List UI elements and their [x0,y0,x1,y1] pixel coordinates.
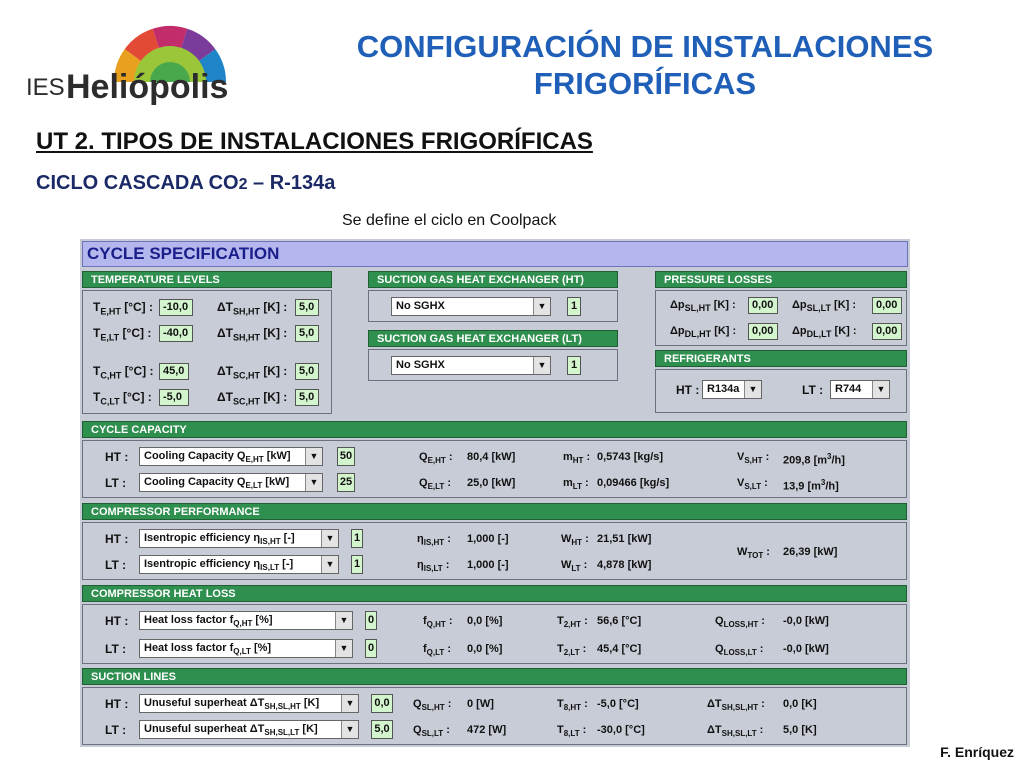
suction-ht-value[interactable]: 0,0 [371,694,393,713]
chevron-down-icon: ▼ [533,357,550,374]
temperature-levels-panel [82,290,332,414]
vs-ht-label: $V_{S,HT}$ : [737,451,770,466]
eta-ht-label: $\eta_{IS,HT}$ : [417,533,451,548]
dtsc-ht-label: $\Delta T_{SC,HT}$ [K] : [217,364,288,381]
dtsc-lt-label: $\Delta T_{SC,HT}$ [K] : [217,390,288,407]
te-lt-label: $T_{E,LT}$ [°C] : [93,326,152,343]
refrigerants-panel [655,369,907,413]
sghx-lt-select[interactable]: No SGHX ▼ [391,356,551,375]
perf-ht-label: HT : [105,532,129,546]
suction-lines-panel [82,687,907,745]
sghx-ht-select[interactable]: No SGHX ▼ [391,297,551,316]
chevron-down-icon: ▼ [305,448,322,465]
t8-lt-label: $T_{8,LT}$ : [557,724,587,739]
qe-ht-label: $Q_{E,HT}$ : [419,451,453,466]
qloss-ht-label: $Q_{LOSS,HT}$ : [715,615,765,630]
qloss-lt-value: -0,0 [kW] [783,643,829,655]
suction-lines-header: SUCTION LINES [82,668,907,685]
pdl-lt-label: $\Delta p_{DL,LT}$ [K] : [792,325,857,340]
refrigerant-ht-select[interactable]: R134a ▼ [702,380,762,399]
m-lt-label: $m_{LT}$ : [563,477,589,492]
suction-lt-select[interactable]: Unuseful superheat $\Delta T_{SH,SL,LT}$ [K] ▼ [139,720,359,739]
qsl-lt-label: $Q_{SL,LT}$ : [413,724,450,739]
psl-lt-field[interactable]: 0,00 [872,297,902,314]
t2-lt-value: 45,4 [°C] [597,643,642,655]
dtsh-lt-field[interactable]: 5,0 [295,325,319,342]
ies-heliopolis-logo [22,16,248,116]
vs-ht-value: 209,8 $[m^3/h]$ [783,452,845,467]
perf-ht-select[interactable]: Isentropic efficiency $\eta_{IS,HT}$ [-] ▼ [139,529,339,548]
t8-lt-value: -30,0 [°C] [597,724,645,736]
qsl-ht-value: 0 [W] [467,698,494,710]
fq-lt-label: $f_{Q,LT}$ : [423,643,452,658]
sghx-ht-header: SUCTION GAS HEAT EXCHANGER (HT) [368,271,618,288]
te-ht-field[interactable]: -10,0 [159,299,193,316]
compressor-heat-loss-header: COMPRESSOR HEAT LOSS [82,585,907,602]
te-lt-field[interactable]: -40,0 [159,325,193,342]
t2-ht-label: $T_{2,HT}$ : [557,615,588,630]
dtsh-sl-ht-value: 0,0 [K] [783,698,817,710]
w-tot-label: $W_{TOT}$ : [737,546,770,561]
refrigerant-ht-label: HT : [676,383,700,397]
psl-lt-label: $\Delta p_{SL,LT}$ [K] : [792,299,857,314]
page-title: CONFIGURACIÓN DE INSTALACIONES FRIGORÍFICAS [356,29,934,101]
sghx-ht-number[interactable]: 1 [567,297,581,316]
w-lt-value: 4,878 [kW] [597,559,652,571]
t2-lt-label: $T_{2,LT}$ : [557,643,587,658]
dtsh-sl-lt-label: $\Delta T_{SH,SL,LT}$ : [707,724,764,739]
refrigerant-lt-select[interactable]: R744 ▼ [830,380,890,399]
dtsh-lt-label: $\Delta T_{SH,HT}$ [K] : [217,326,288,343]
qe-lt-label: $Q_{E,LT}$ : [419,477,452,492]
chevron-down-icon: ▼ [341,721,358,738]
w-ht-value: 21,51 [kW] [597,533,652,545]
sghx-lt-number[interactable]: 1 [567,356,581,375]
suction-lt-label: LT : [105,723,127,737]
sghx-lt-panel [368,349,618,381]
dtsc-ht-field[interactable]: 5,0 [295,363,319,380]
capacity-lt-label: LT : [105,476,127,490]
suction-ht-select[interactable]: Unuseful superheat $\Delta T_{SH,SL,HT}$ [K] ▼ [139,694,359,713]
pdl-lt-field[interactable]: 0,00 [872,323,902,340]
dtsh-ht-field[interactable]: 5,0 [295,299,319,316]
cycle-prefix: CICLO CASCADA CO [36,172,239,194]
heatloss-lt-label: LT : [105,642,127,656]
w-lt-label: $W_{LT}$ : [561,559,588,574]
qsl-lt-value: 472 [W] [467,724,507,736]
coolpack-note: Se define el ciclo en Coolpack [342,212,557,229]
heatloss-ht-label: HT : [105,614,129,628]
dtsh-sl-lt-value: 5,0 [K] [783,724,817,736]
m-lt-value: 0,09466 [kg/s] [597,477,670,489]
cycle-subscript: 2 [238,176,248,193]
compressor-performance-panel [82,522,907,580]
sghx-ht-panel [368,290,618,322]
qloss-lt-label: $Q_{LOSS,LT}$ : [715,643,764,658]
t8-ht-label: $T_{8,HT}$ : [557,698,588,713]
heatloss-ht-value[interactable]: 0 [365,611,377,630]
chevron-down-icon: ▼ [321,556,338,573]
tc-lt-field[interactable]: -5,0 [159,389,189,406]
refrigerant-lt-label: LT : [802,383,824,397]
psl-ht-field[interactable]: 0,00 [748,297,778,314]
chevron-down-icon: ▼ [335,640,352,657]
perf-lt-value[interactable]: 1 [351,555,363,574]
tc-lt-label: $T_{C,LT}$ [°C] : [93,390,152,407]
cycle-suffix: – R-134a [247,172,336,194]
capacity-ht-select[interactable]: Cooling Capacity $Q_{E,HT}$ [kW] ▼ [139,447,323,466]
temperature-levels-header: TEMPERATURE LEVELS [82,271,332,288]
chevron-down-icon: ▼ [533,298,550,315]
capacity-lt-value[interactable]: 25 [337,473,355,492]
dtsh-ht-label: $\Delta T_{SH,HT}$ [K] : [217,300,288,317]
heatloss-ht-select[interactable]: Heat loss factor $f_{Q,HT}$ [%] ▼ [139,611,353,630]
perf-ht-value[interactable]: 1 [351,529,363,548]
capacity-ht-value[interactable]: 50 [337,447,355,466]
eta-lt-value: 1,000 [-] [467,559,509,571]
t8-ht-value: -5,0 [°C] [597,698,639,710]
tc-ht-field[interactable]: 45,0 [159,363,189,380]
w-tot-value: 26,39 [kW] [783,546,838,558]
t2-ht-value: 56,6 [°C] [597,615,642,627]
author: F. Enríquez [940,744,1014,760]
fq-ht-value: 0,0 [%] [467,615,503,627]
perf-lt-select[interactable]: Isentropic efficiency $\eta_{IS,LT}$ [-] ▼ [139,555,339,574]
vs-lt-value: 13,9 $[m^3/h]$ [783,478,839,493]
chevron-down-icon: ▼ [744,381,761,398]
chevron-down-icon: ▼ [305,474,322,491]
chevron-down-icon: ▼ [872,381,889,398]
vs-lt-label: $V_{S,LT}$ : [737,477,768,492]
refrigerants-header: REFRIGERANTS [655,350,907,367]
perf-lt-label: LT : [105,558,127,572]
m-ht-label: $m_{HT}$ : [563,451,591,466]
logo-name-text: Heliópolis [66,68,229,106]
psl-ht-label: $\Delta p_{SL,HT}$ [K] : [670,299,736,314]
suction-lt-value[interactable]: 5,0 [371,720,393,739]
capacity-ht-label: HT : [105,450,129,464]
compressor-performance-header: COMPRESSOR PERFORMANCE [82,503,907,520]
w-ht-label: $W_{HT}$ : [561,533,589,548]
suction-ht-label: HT : [105,697,129,711]
tc-ht-label: $T_{C,HT}$ [°C] : [93,364,154,381]
pressure-losses-panel [655,290,907,346]
qloss-ht-value: -0,0 [kW] [783,615,829,627]
fq-lt-value: 0,0 [%] [467,643,503,655]
pressure-losses-header: PRESSURE LOSSES [655,271,907,288]
te-ht-label: $T_{E,HT}$ [°C] : [93,300,153,317]
qe-lt-value: 25,0 [kW] [467,477,516,489]
fq-ht-label: $f_{Q,HT}$ : [423,615,453,630]
logo-ies-text: IES [26,74,65,101]
qe-ht-value: 80,4 [kW] [467,451,516,463]
heatloss-lt-select[interactable]: Heat loss factor $f_{Q,LT}$ [%] ▼ [139,639,353,658]
qsl-ht-label: $Q_{SL,HT}$ : [413,698,452,713]
eta-ht-value: 1,000 [-] [467,533,509,545]
sghx-lt-header: SUCTION GAS HEAT EXCHANGER (LT) [368,330,618,347]
cycle-specification-header: CYCLE SPECIFICATION [82,241,908,267]
pdl-ht-label: $\Delta p_{DL,HT}$ [K] : [670,325,737,340]
chevron-down-icon: ▼ [335,612,352,629]
coolpack-window [80,239,910,747]
chevron-down-icon: ▼ [321,530,338,547]
chevron-down-icon: ▼ [341,695,358,712]
unit-title: UT 2. TIPOS DE INSTALACIONES FRIGORÍFICAS [36,128,593,155]
dtsh-sl-ht-label: $\Delta T_{SH,SL,HT}$ : [707,698,765,713]
cycle-capacity-header: CYCLE CAPACITY [82,421,907,438]
capacity-lt-select[interactable]: Cooling Capacity $Q_{E,LT}$ [kW] ▼ [139,473,323,492]
m-ht-value: 0,5743 [kg/s] [597,451,664,463]
compressor-heat-loss-panel [82,604,907,664]
cycle-capacity-panel [82,440,907,498]
heatloss-lt-value[interactable]: 0 [365,639,377,658]
dtsc-lt-field[interactable]: 5,0 [295,389,319,406]
cycle-subtitle [36,172,335,195]
eta-lt-label: $\eta_{IS,LT}$ : [417,559,450,574]
pdl-ht-field[interactable]: 0,00 [748,323,778,340]
